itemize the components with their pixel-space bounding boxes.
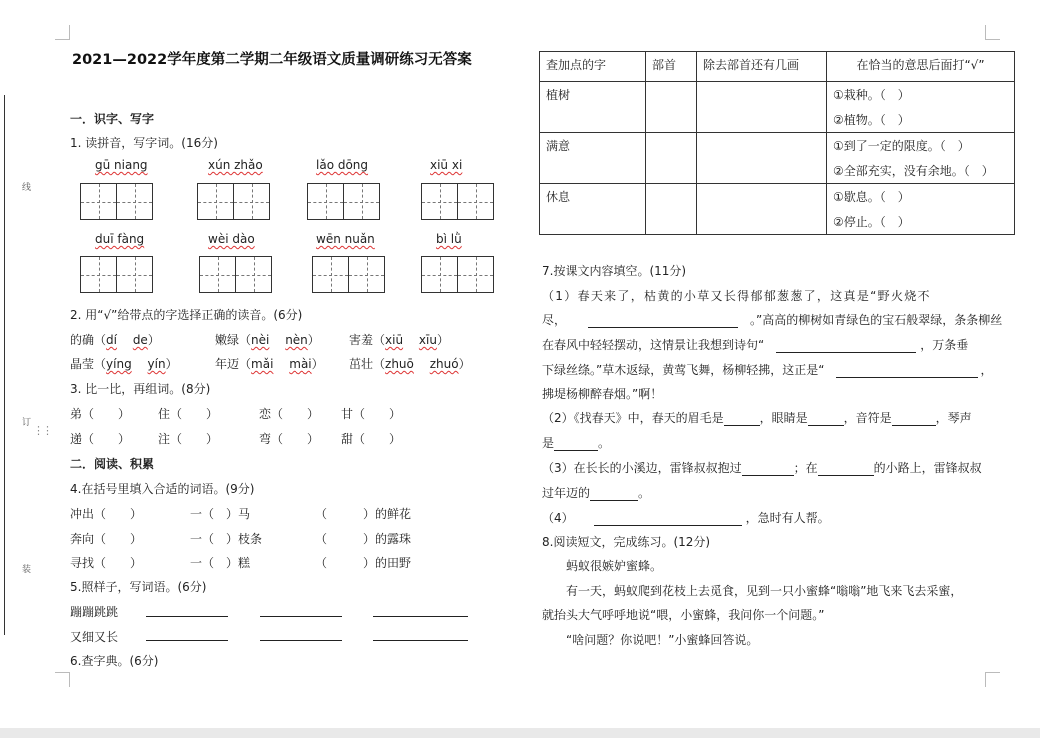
corner-mark bbox=[985, 672, 1000, 687]
page-title: 2021—2022学年度第二学期二年级语文质量调研练习无答案 bbox=[72, 52, 472, 68]
answer-line[interactable] bbox=[373, 616, 468, 617]
pinyin-6: wèi dào bbox=[208, 232, 255, 246]
pinyin-5: duī fàng bbox=[95, 232, 145, 246]
drag-handle-icon[interactable]: ⋮⋮ bbox=[33, 424, 51, 437]
corner-mark bbox=[55, 25, 70, 40]
dictionary-table bbox=[539, 51, 1015, 235]
q4-cell: 一（ ）马 bbox=[190, 507, 251, 521]
story-title: 蚂蚁很嫉妒蜜蜂。 bbox=[566, 559, 663, 573]
q4-cell: 一（ ）枝条 bbox=[190, 532, 263, 546]
q3-item: 递（ ） bbox=[70, 432, 131, 446]
table-meanings: ①歇息。（ ） ②停止。（ ） bbox=[827, 184, 1015, 235]
writing-grid[interactable] bbox=[421, 256, 493, 292]
table-word: 休息 bbox=[540, 184, 646, 235]
q7-p2-line: 是 。 bbox=[542, 436, 611, 450]
table-header: 除去部首还有几画 bbox=[697, 52, 827, 82]
q2-item: 年迈（mǎi mài） bbox=[215, 357, 324, 371]
pinyin-8: bì lǜ bbox=[436, 232, 462, 246]
story-line: 就抬头大气呼呼地说“喂，小蜜蜂，我问你一个问题。” bbox=[542, 608, 825, 622]
writing-grid[interactable] bbox=[80, 183, 152, 219]
corner-mark bbox=[55, 672, 70, 687]
writing-grid[interactable] bbox=[197, 183, 269, 219]
q2-item: 嫩绿（nèi nèn） bbox=[215, 333, 320, 347]
answer-line[interactable] bbox=[146, 616, 228, 617]
pinyin-2: xún zhǎo bbox=[208, 158, 263, 172]
q2-item: 茁壮（zhuō zhuó） bbox=[349, 357, 471, 371]
section1-heading: 一．识字、写字 bbox=[70, 112, 155, 126]
q3-item: 弟（ ） bbox=[70, 407, 131, 421]
q7-p1-line: 在春风中轻轻摆动，这情景让我想到诗句“ ，万条垂 bbox=[542, 338, 969, 352]
table-meanings: ①栽种。（ ） ②植物。（ ） bbox=[827, 82, 1015, 133]
pinyin-3: lǎo dōng bbox=[316, 158, 369, 172]
q4-cell: （ ）的田野 bbox=[315, 556, 412, 570]
table-answer-cell[interactable] bbox=[697, 133, 827, 184]
table-row bbox=[540, 82, 1015, 133]
table-row bbox=[540, 133, 1015, 184]
answer-line[interactable] bbox=[260, 616, 342, 617]
q1-label: 1. 读拼音，写字词。(16分) bbox=[70, 136, 218, 150]
q7-p1-line: 下绿丝绦。”草木返绿，黄莺飞舞，杨柳轻拂，这正是“ ， bbox=[542, 363, 993, 377]
story-line: “啥问题？你说吧！”小蜜蜂回答说。 bbox=[566, 633, 759, 647]
binding-mark-ding: 订 bbox=[22, 418, 32, 428]
q2-item: 害羞（xiū xīu） bbox=[349, 333, 449, 347]
q4-cell: 冲出（ ） bbox=[70, 507, 143, 521]
page-bottom-band bbox=[0, 728, 1040, 738]
table-word: 满意 bbox=[540, 133, 646, 184]
q5-example: 蹦蹦跳跳 bbox=[70, 605, 119, 619]
answer-line[interactable] bbox=[373, 640, 468, 641]
q4-cell: 一（ ）糕 bbox=[190, 556, 251, 570]
q4-cell: 奔向（ ） bbox=[70, 532, 143, 546]
story-line: 有一天，蚂蚁爬到花枝上去觅食，见到一只小蜜蜂“嗡嗡”地飞来飞去采蜜， bbox=[566, 584, 963, 598]
binding-mark-xian: 线 bbox=[22, 183, 32, 193]
q3-item: 注（ ） bbox=[158, 432, 219, 446]
q3-item: 弯（ ） bbox=[259, 432, 320, 446]
q7-p1-line: （1）春天来了，枯黄的小草又长得郁郁葱葱了，这真是“野火烧不 bbox=[542, 289, 931, 303]
q2-item: 的确（dí de） bbox=[70, 333, 160, 347]
answer-line[interactable] bbox=[260, 640, 342, 641]
q4-cell: （ ）的露珠 bbox=[315, 532, 412, 546]
q3-label: 3. 比一比，再组词。(8分) bbox=[70, 382, 211, 396]
q7-p2-line: （2）《找春天》中，春天的眉毛是 ，眼睛是 ，音符是 ，琴声 bbox=[542, 411, 972, 425]
pinyin-4: xiū xi bbox=[430, 158, 463, 172]
binding-line bbox=[4, 95, 5, 635]
table-meanings: ①到了一定的限度。（ ） ②全部充实，没有余地。（ ） bbox=[827, 133, 1015, 184]
section2-heading: 二．阅读、积累 bbox=[70, 457, 155, 471]
table-answer-cell[interactable] bbox=[697, 184, 827, 235]
q5-example: 又细又长 bbox=[70, 630, 119, 644]
q6-label: 6.查字典。(6分) bbox=[70, 654, 159, 668]
q3-item: 甜（ ） bbox=[341, 432, 402, 446]
table-answer-cell[interactable] bbox=[646, 184, 697, 235]
q4-label: 4.在括号里填入合适的词语。(9分) bbox=[70, 482, 255, 496]
writing-grid[interactable] bbox=[421, 183, 493, 219]
q2-item: 晶莹（yíng yín） bbox=[70, 357, 178, 371]
pinyin-1: gū niang bbox=[95, 158, 148, 172]
corner-mark bbox=[985, 25, 1000, 40]
q7-p3-line: 过年迈的 。 bbox=[542, 486, 651, 500]
writing-grid[interactable] bbox=[307, 183, 379, 219]
q3-item: 甘（ ） bbox=[341, 407, 402, 421]
binding-mark-zhuang: 装 bbox=[22, 565, 32, 575]
q3-item: 恋（ ） bbox=[259, 407, 320, 421]
q7-p3-line: （3）在长长的小溪边，雷锋叔叔抱过 ；在 的小路上，雷锋叔叔 bbox=[542, 461, 982, 475]
q7-p1-line: 拂堤杨柳醉春烟。”啊！ bbox=[542, 387, 663, 401]
q5-label: 5.照样子，写词语。(6分) bbox=[70, 580, 207, 594]
table-header: 部首 bbox=[646, 52, 697, 82]
table-header: 查加点的字 bbox=[540, 52, 646, 82]
table-word: 植树 bbox=[540, 82, 646, 133]
q7-p4-line: （4） ，急时有人帮。 bbox=[542, 511, 830, 525]
table-header: 在恰当的意思后面打“√” bbox=[827, 52, 1015, 82]
table-answer-cell[interactable] bbox=[697, 82, 827, 133]
q4-cell: （ ）的鲜花 bbox=[315, 507, 412, 521]
writing-grid[interactable] bbox=[199, 256, 271, 292]
q4-cell: 寻找（ ） bbox=[70, 556, 143, 570]
writing-grid[interactable] bbox=[312, 256, 384, 292]
q8-label: 8.阅读短文，完成练习。(12分) bbox=[542, 535, 711, 549]
answer-line[interactable] bbox=[146, 640, 228, 641]
q7-p1-line: 尽， 。”高高的柳树如青绿色的宝石般翠绿，条条柳丝 bbox=[542, 313, 1003, 327]
table-row bbox=[540, 184, 1015, 235]
q7-label: 7.按课文内容填空。(11分) bbox=[542, 264, 687, 278]
pinyin-7: wēn nuǎn bbox=[316, 232, 375, 246]
table-answer-cell[interactable] bbox=[646, 133, 697, 184]
table-answer-cell[interactable] bbox=[646, 82, 697, 133]
q2-label: 2. 用“√”给带点的字选择正确的读音。(6分) bbox=[70, 308, 303, 322]
writing-grid[interactable] bbox=[80, 256, 152, 292]
q3-item: 住（ ） bbox=[158, 407, 219, 421]
